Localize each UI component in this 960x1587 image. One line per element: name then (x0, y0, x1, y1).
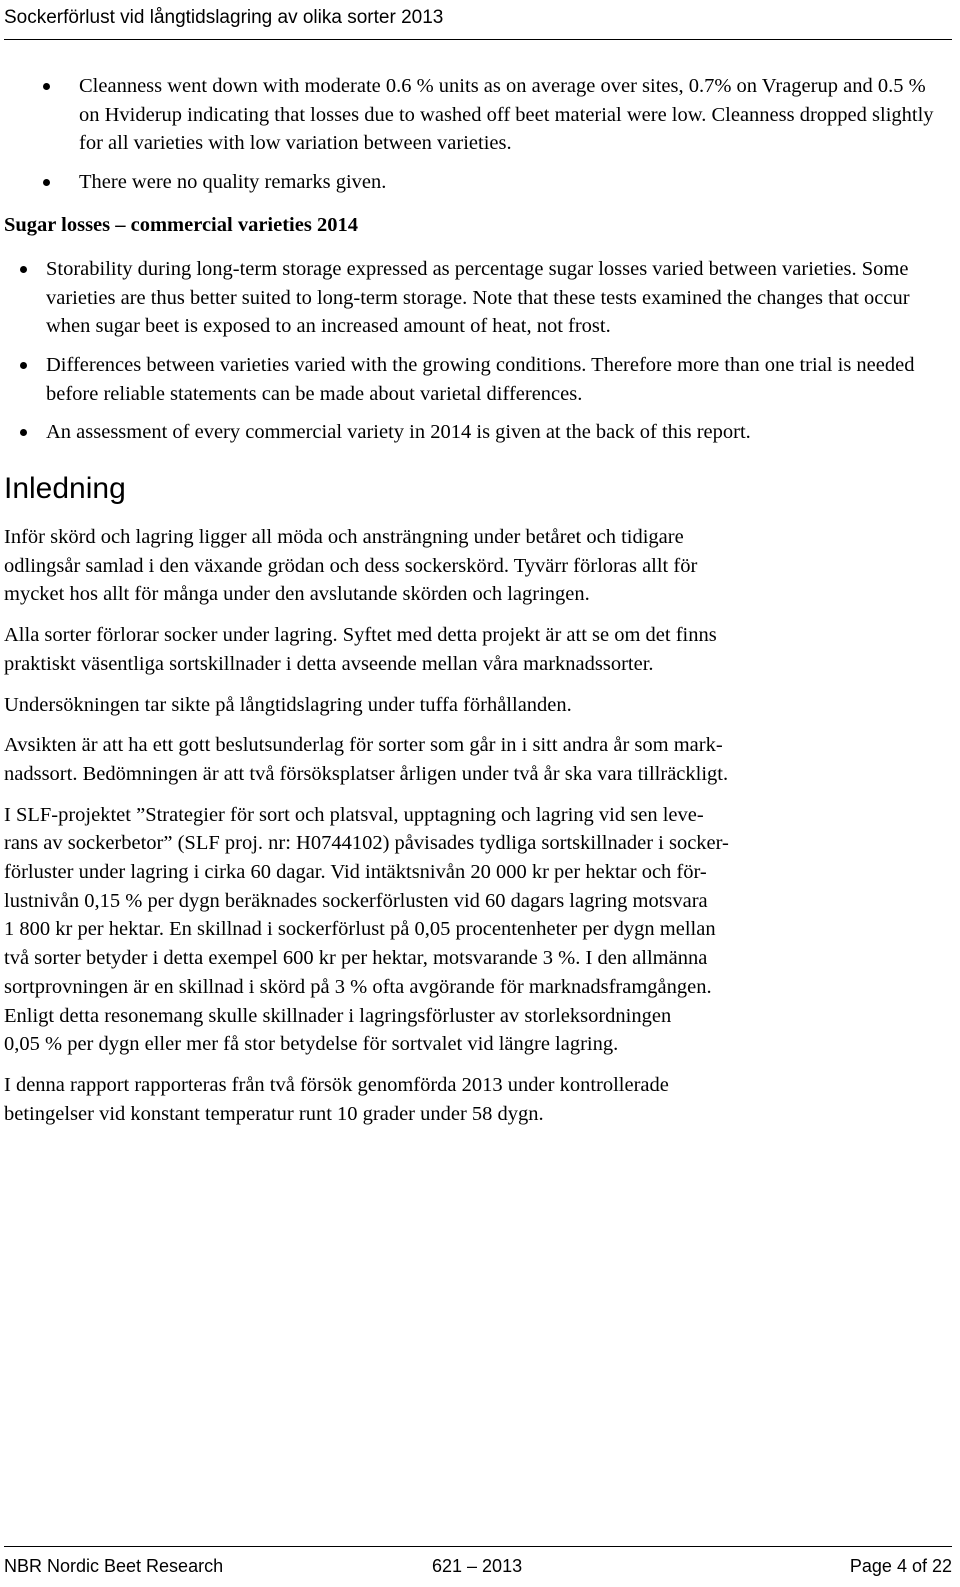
running-header (4, 0, 952, 40)
footer-report-number: 621 – 2013 (432, 1556, 523, 1576)
bullet-icon (43, 83, 50, 90)
document-title: Sockerförlust vid långtidslagring av olika sorter 2013 (4, 7, 444, 28)
list-item: Cleanness went down with moderate 0.6 % units as on average over sites, 0.7% on Vragerup and 0.5 % on Hviderup indicating that losses due to washed off beet material were low. Cleanness dropped slightly for all varieties with low variation between varieties. (0, 72, 950, 158)
footer-page-number: Page 4 of 22 (849, 1556, 952, 1576)
paragraph: I SLF-projektet ”Strategier för sort och platsval, upptagning och lagring vid sen leve- rans av sockerbetor” (SLF proj. nr: H0744102) påvisades tydliga sortskillnader i socker- förluster under lagring i cirka 60 dagar. Vid intäktsnivån 20 000 kr per hektar och för- lustnivån 0,15 % per dygn beräknades sockerförlusten vid 60 dagars lagring motsvara 1 800 kr per hektar. En skillnad i sockerförlust på 0,05 procentenheter per dygn mellan två sorter betyder i detta exempel 600 kr per hektar, motsvarande 3 %. I den allmänna sortprovningen är en skillnad i skörd på 3 % ofta avgörande för marknadsframgången. Enligt detta resonemang skulle skillnader i lagringsförluster av storleksordningen 0,05 % per dygn eller mer få stor betydelse för sortvalet vid längre lagring. (4, 803, 729, 1056)
bullet-icon (20, 266, 27, 273)
list-item: There were no quality remarks given. (0, 168, 950, 197)
paragraph: Inför skörd och lagring ligger all möda och ansträngning under betåret och tidigare odlingsår samlad i den växande grödan och dess sockerskörd. Tyvärr förloras allt för mycket hos allt för många under den avslutande skörden och lagringen. (4, 526, 698, 606)
sugar-losses-bullet-list (0, 255, 950, 447)
paragraph: Alla sorter förlorar socker under lagring. Syftet med detta projekt är att se om det finns praktiskt väsentliga sortskillnader i detta avseende mellan våra marknadssorter. (4, 624, 717, 675)
paragraph: Undersökningen tar sikte på långtidslagring under tuffa förhållanden. (4, 693, 572, 716)
list-item: Storability during long-term storage expressed as percentage sugar losses varied between varieties. Some varieties are thus better suited to long-term storage. Note that these tests examined the changes that occur when sugar beet is exposed to an increased amount of heat, not frost. (0, 255, 950, 341)
list-item: Differences between varieties varied with the growing conditions. Therefore more than one trial is needed before reliable statements can be made about varietal differences. (0, 351, 950, 408)
footer-organization: NBR Nordic Beet Research (4, 1556, 224, 1576)
bullet-icon (43, 179, 50, 186)
intro-bullet-list (0, 72, 950, 197)
bullet-icon (20, 362, 27, 369)
paragraph: I denna rapport rapporteras från två försök genomförda 2013 under kontrollerade betingelser vid konstant temperatur runt 10 grader under 58 dygn. (4, 1073, 669, 1125)
list-item: An assessment of every commercial variety in 2014 is given at the back of this report. (0, 418, 950, 447)
section-heading-sugar-losses: Sugar losses – commercial varieties 2014 (4, 213, 358, 236)
section-heading-inledning: Inledning (4, 472, 126, 506)
paragraph: Avsikten är att ha ett gott beslutsunderlag för sorter som går in i sitt andra år som mark- nadssort. Bedömningen är att två försöksplatser årligen under två år ska vara tillräckligt. (4, 734, 729, 785)
running-footer (4, 1546, 952, 1587)
bullet-icon (20, 429, 27, 436)
page-content (0, 72, 950, 1140)
